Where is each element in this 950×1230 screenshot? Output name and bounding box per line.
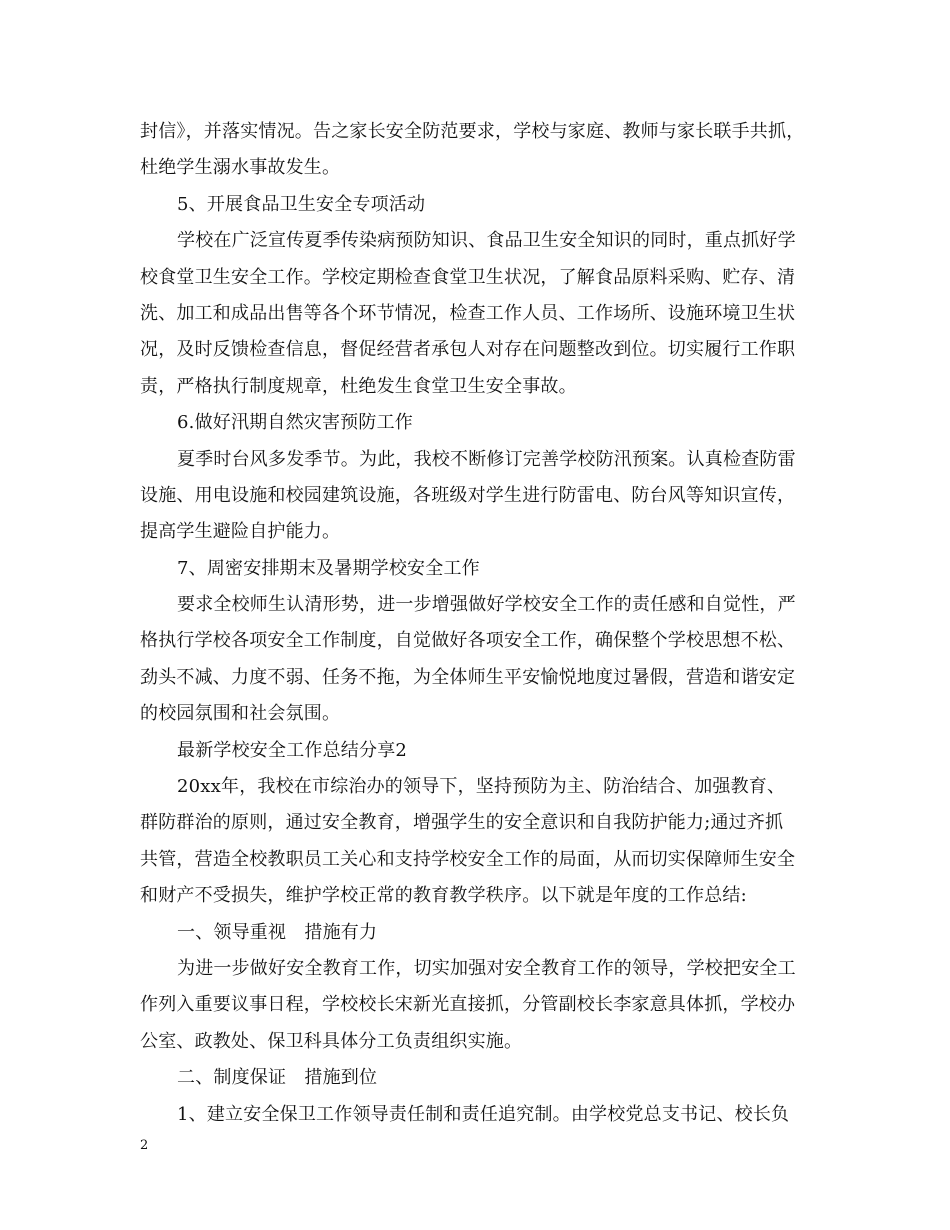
text-line: 封信》，并落实情况。告之家长安全防范要求，学校与家庭、教师与家长联手共抓， (140, 121, 805, 142)
text-line: 洗、加工和成品出售等各个环节情况，检查工作人员、工作场所、设施环境卫生状 (140, 302, 796, 324)
text-line: 公室、政教处、保卫科具体分工负责组织实施。 (140, 1030, 523, 1052)
section-heading: 二、制度保证 措施到位 (177, 1067, 378, 1089)
text-line: 设施、用电设施和校园建筑设施，各班级对学生进行防雷电、防台风等知识宣传， (140, 484, 796, 506)
paragraph-first-line: 20xx年，我校在市综治办的领导下，坚持预防为主、防治结合、加强教育、 (177, 776, 786, 798)
paragraph-first-line: 夏季时台风多发季节。为此，我校不断修订完善学校防汛预案。认真检查防雷 (177, 448, 796, 470)
paragraph-first-line: 学校在广泛宣传夏季传染病预防知识、食品卫生安全知识的同时，重点抓好学 (177, 230, 796, 252)
text-line: 提高学生避险自护能力。 (140, 521, 341, 543)
section-heading: 6.做好汛期自然灾害预防工作 (177, 412, 413, 434)
page-number: 2 (140, 1138, 149, 1153)
text-line: 格执行学校各项安全工作制度，自觉做好各项安全工作，确保整个学校思想不松、 (140, 630, 796, 652)
paragraph-first-line: 1、建立安全保卫工作领导责任制和责任追究制。由学校党总支书记、校长负 (177, 1103, 790, 1125)
text-line: 劲头不减、力度不弱、任务不拖，为全体师生平安愉悦地度过暑假，营造和谐安定 (140, 666, 796, 688)
text-line: 况，及时反馈检查信息，督促经营者承包人对存在问题整改到位。切实履行工作职 (140, 339, 796, 361)
text-line: 校食堂卫生安全工作。学校定期检查食堂卫生状况，了解食品原料采购、贮存、清 (140, 266, 796, 288)
document-subtitle: 最新学校安全工作总结分享2 (177, 739, 408, 761)
text-line: 责，严格执行制度规章，杜绝发生食堂卫生安全事故。 (140, 375, 577, 397)
paragraph-first-line: 为进一步做好安全教育工作，切实加强对安全教育工作的领导，学校把安全工 (177, 957, 796, 979)
text-line: 群防群治的原则，通过安全教育，增强学生的安全意识和自我防护能力;通过齐抓 (140, 812, 784, 834)
paragraph-first-line: 要求全校师生认清形势，进一步增强做好学校安全工作的责任感和自觉性，严 (177, 594, 796, 616)
text-line: 杜绝学生溺水事故发生。 (140, 157, 341, 179)
text-line: 和财产不受损失，维护学校正常的教育教学秩序。以下就是年度的工作总结: (140, 885, 747, 907)
document-body (140, 114, 820, 1133)
text-line: 共管，营造全校教职员工关心和支持学校安全工作的局面，从而切实保障师生安全 (140, 848, 796, 870)
section-heading: 一、领导重视 措施有力 (177, 921, 378, 943)
text-line: 的校园氛围和社会氛围。 (140, 703, 341, 725)
section-heading: 5、开展食品卫生安全专项活动 (177, 193, 426, 215)
section-heading: 7、周密安排期末及暑期学校安全工作 (177, 557, 480, 579)
text-line: 作列入重要议事日程，学校校长宋新光直接抓，分管副校长李家意具体抓，学校办 (140, 994, 796, 1016)
